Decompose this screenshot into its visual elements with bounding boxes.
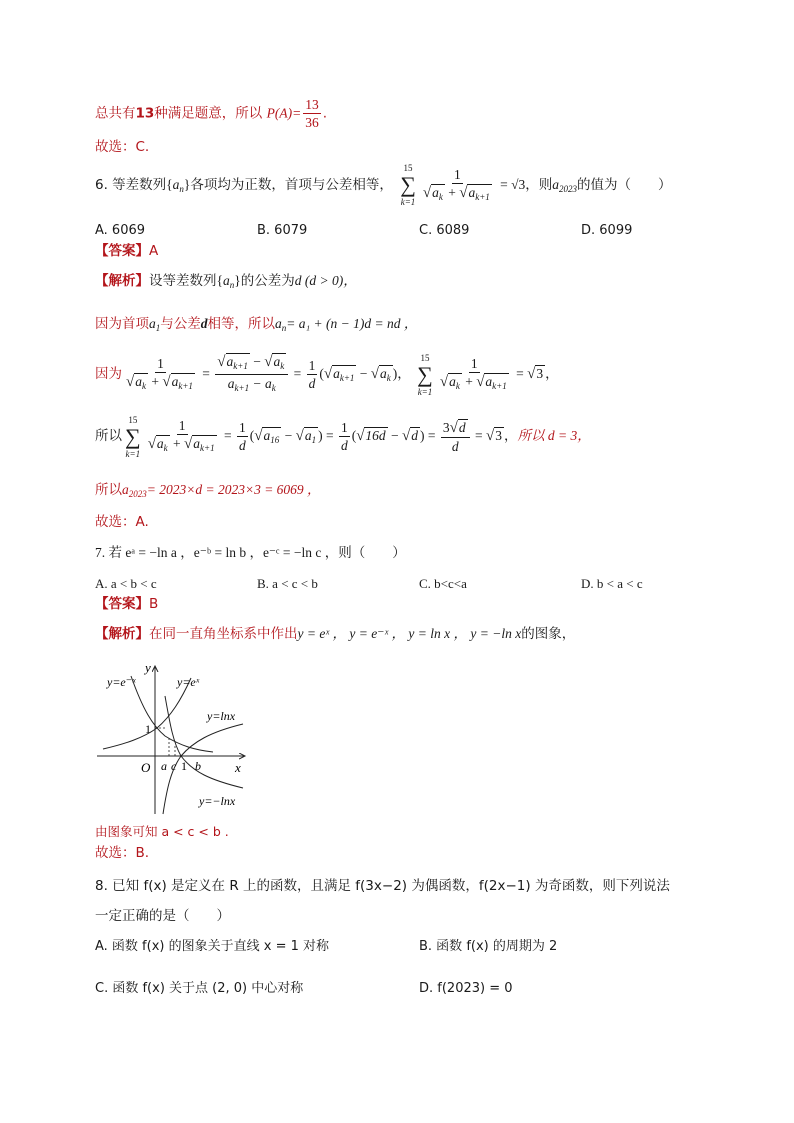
intro-prefix: 总共有: [95, 105, 136, 122]
q6-a2d: = a₁ + (n − 1)d = nd ，: [286, 316, 418, 331]
q6-answer: [95, 241, 158, 261]
intro-count: 13: [135, 105, 155, 122]
q6-a5b: = 2023×d = 2023×3 = 6069 ，: [146, 482, 321, 497]
label-one-y: 1: [145, 722, 151, 736]
q7-choice: 故选：B.: [95, 845, 150, 861]
q6-a4-frac4: $\frac{3√d}{d}$: [441, 419, 470, 455]
label-e-neg-x: y=e⁻ˣ: [107, 675, 136, 689]
q6-a2023: $a_{2023}$: [552, 177, 577, 194]
q6-a4: 所以: [95, 428, 122, 444]
q6-a3-sum: 15 ∑ k=1: [417, 352, 433, 397]
q6-stem-d: 的值为（ ）: [577, 177, 672, 193]
q7-answer: [95, 594, 158, 614]
intro-end: .: [322, 105, 327, 122]
label-origin: O: [141, 760, 151, 775]
q6-a4-frac1: $\frac{1}{√a_k + √a_{k+1}}$: [146, 417, 219, 456]
q6-a3-frac2: $\frac{√a_{k+1} - √a_k}{a_{k+1} - a_k}$: [215, 353, 288, 397]
q6-a3-frac1: $\frac{1}{√a_k + √a_{k+1}}$: [124, 355, 197, 394]
q6-a1: 设等差数列: [149, 273, 217, 289]
label-neg-ln-x: y=−lnx: [199, 794, 236, 808]
q6-stem-c: ，则: [525, 177, 553, 193]
pa-fraction: [303, 96, 321, 131]
q6-a1c: d (d > 0)，: [294, 273, 357, 288]
q6-option-b[interactable]: B. 6079: [257, 223, 308, 238]
q6-a2: 因为首项: [95, 316, 149, 332]
q6-analysis-1: [95, 271, 357, 295]
label-a: a: [161, 759, 167, 773]
q6-analysis-tag: 【解析】: [95, 273, 149, 289]
q7-answer-value: B: [149, 596, 159, 612]
label-e-x: y=eˣ: [177, 675, 200, 689]
q6-stem-a: 6. 等差数列: [95, 177, 167, 193]
q6-a4-sum: 15 ∑ k=1: [125, 414, 141, 459]
intro-line: [95, 96, 327, 131]
q8-option-c[interactable]: C. 函数 f(x) 关于点 (2, 0) 中心对称: [95, 981, 304, 996]
q6-analysis-4: 所以 15 ∑ k=1 $\frac{1}{√a_k + √a_{k+1}}$ = $\frac{1}{d}$ ($√a_{16} - √a_1$ ) = $\frac{1}{d}$ (√16d − √d ) = $\frac{3√d}{d}$ = √3 ，所以 d = 3，: [95, 414, 591, 459]
pa-label: P(A)=: [266, 105, 302, 121]
q8-option-b[interactable]: B. 函数 f(x) 的周期为 2: [419, 939, 558, 954]
q6-analysis-3: 因为 $\frac{1}{√a_k + √a_{k+1}}$ = $\frac{√a_{k+1} - √a_k}{a_{k+1} - a_k}$ = $\frac{1}{d}$ ($√a_{k+1} - √a_k$ )， 15 ∑ k=1 $\frac{1}{√a_k + √a_{k+1}}$ = √3 ，: [95, 352, 559, 397]
q6-a5: 所以: [95, 482, 122, 498]
q6-option-c[interactable]: C. 6089: [419, 223, 470, 238]
label-x-axis: x: [235, 760, 241, 775]
q8-stem-2: 一定正确的是（ ）: [95, 908, 230, 924]
q6-a2-a1: $a_1$: [149, 316, 161, 333]
pa-num: 13: [305, 97, 319, 112]
q6-option-a[interactable]: A. 6069: [95, 223, 146, 238]
q6-option-d[interactable]: D. 6099: [581, 223, 633, 238]
label-y-axis: y: [145, 660, 151, 675]
label-one-x: 1: [181, 759, 187, 773]
q6-a4-frac3: $\frac{1}{d}$: [340, 420, 348, 454]
curve-e-neg-x: [131, 676, 213, 752]
label-c: c: [171, 759, 177, 773]
q6-stem-b: 各项均为正数，首项与公差相等，: [190, 177, 393, 193]
pa-den: 36: [305, 115, 319, 130]
q6-a5-a2023: $a_{2023}$: [122, 482, 147, 499]
q6-a2-d: d: [200, 316, 208, 331]
q6-eq: = √3: [500, 177, 526, 192]
q6-sum-top: 15: [403, 163, 413, 173]
q7-conclusion: 由图象可知 a < c < b .: [95, 824, 229, 839]
q7-analysis-funcs: y = eˣ ， y = e⁻ˣ ， y = ln x ， y = −ln x: [297, 626, 522, 641]
q6-sum-bottom: k=1: [400, 197, 416, 207]
q6-a4-frac2: $\frac{1}{d}$: [238, 420, 246, 454]
q7-stem: 7. 若 eᵃ = −ln a ，e⁻ᵇ = ln b ，e⁻ᶜ = −ln c ，则（ ）: [95, 545, 406, 560]
q8-stem-1: 8. 已知 f(x) 是定义在 R 上的函数，且满足 f(3x−2) 为偶函数，f(2x−1) 为奇函数，则下列说法: [95, 878, 670, 894]
q8-option-d[interactable]: D. f(2023) = 0: [419, 981, 513, 996]
label-ln-x: y=lnx: [207, 709, 236, 723]
q6-answer-value: A: [149, 243, 159, 259]
q7-option-a[interactable]: A. a < b < c: [95, 576, 157, 591]
q7-option-d[interactable]: D. b < a < c: [581, 576, 643, 591]
label-b: b: [195, 759, 201, 773]
q6-sum: 15 ∑ k=1: [400, 163, 416, 207]
q6-sum-frac: $\frac{1}{√a_k + √a_{k+1}}$: [421, 166, 494, 205]
q7-answer-tag: 【答案】: [95, 596, 149, 612]
q6-answer-tag: 【答案】: [95, 243, 149, 259]
q6-stem: [95, 160, 672, 214]
q6-a4b: 所以 d = 3，: [517, 428, 591, 443]
q6-a3-frac4: $\frac{1}{√a_k + √a_{k+1}}$: [438, 355, 511, 394]
q6-a2-an: $a_n$: [275, 316, 287, 333]
function-graph: [95, 658, 255, 818]
q6-a2b: 与公差: [160, 316, 201, 332]
q6-choice: 故选：A.: [95, 514, 149, 530]
q7-analysis: [95, 624, 575, 644]
q6-analysis-5: [95, 480, 321, 504]
q6-a1-seq: $\{a_n\}$: [216, 273, 241, 290]
q7-analysis-text: 在同一直角坐标系中作出: [149, 626, 298, 642]
q6-a3: 因为: [95, 366, 122, 382]
q6-a2c: 相等，所以: [207, 316, 275, 332]
q7-analysis-end: 的图象，: [521, 626, 576, 642]
intro-suffix: 种满足题意，所以: [154, 105, 263, 122]
q7-option-c[interactable]: C. b<c<a: [419, 576, 467, 591]
q6-seq: $\{a_n\}$: [166, 177, 191, 194]
q6-a3-frac3: $\frac{1}{d}$: [308, 358, 316, 392]
q8-option-a[interactable]: A. 函数 f(x) 的图象关于直线 x = 1 对称: [95, 939, 329, 954]
q6-analysis-2: [95, 314, 417, 338]
q7-option-b[interactable]: B. a < c < b: [257, 576, 318, 591]
q7-analysis-tag: 【解析】: [95, 626, 149, 642]
prev-choice: 故选：C.: [95, 139, 150, 155]
q6-a1b: 的公差为: [240, 273, 295, 289]
